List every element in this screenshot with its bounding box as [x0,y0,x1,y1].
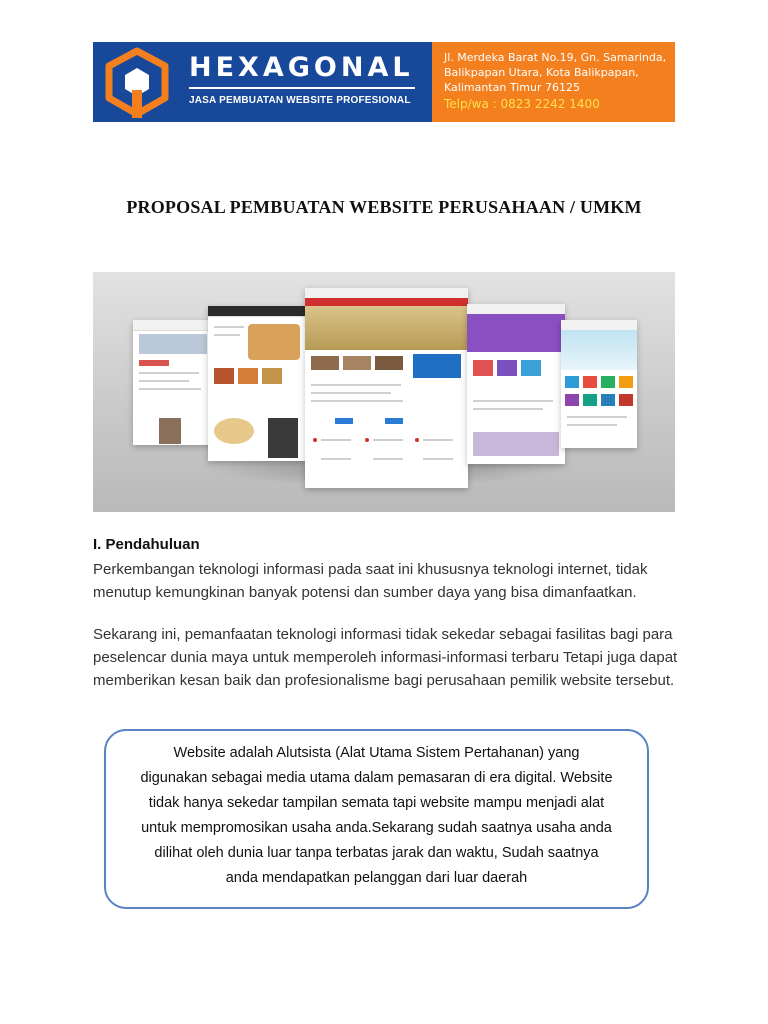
callout-line: digunakan sebagai media utama dalam pemasaran di era digital. Website [140,770,613,786]
callout-line: tidak hanya sekedar tampilan semata tapi website mampu menjadi alat [148,795,605,811]
brand-name: HEXAGONAL [189,52,414,83]
website-preview [208,306,306,461]
callout-line: Website adalah Alutsista (Alat Utama Sistem Pertahanan) yang [173,745,580,761]
website-preview [305,288,468,488]
callout-box [104,729,649,909]
callout-line: anda mendapatkan pelanggan dari luar daerah [225,870,528,886]
hexagon-logo-icon [101,46,173,120]
address-line: Jl. Merdeka Barat No.19, Gn. Samarinda, [444,51,667,64]
website-preview [467,304,565,464]
website-preview [133,320,213,445]
header-banner [93,42,675,122]
brand-panel [93,42,432,122]
callout-line: dilihat oleh dunia luar tanpa terbatas jarak dan waktu, Sudah saatnya [154,845,599,861]
document-title: PROPOSAL PEMBUATAN WEBSITE PERUSAHAAN / UMKM [126,197,642,217]
address-line: Kalimantan Timur 76125 [444,81,580,94]
section-heading: I. Pendahuluan [93,536,200,553]
contact-panel [432,42,675,122]
brand-divider [189,87,415,89]
website-screenshots-collage [93,272,675,512]
intro-paragraph: Perkembangan teknologi informasi pada saat ini khususnya teknologi internet, tidak menutup kemungkinan banyak potensi dan sumber daya yang bisa dimanfaatkan. [93,561,648,601]
callout-line: untuk mempromosikan usaha anda.Sekarang sudah saatnya usaha anda [141,820,612,836]
phone-number: Telp/wa : 0823 2242 1400 [444,97,600,111]
address-line: Balikpapan Utara, Kota Balikpapan, [444,66,639,79]
website-preview [561,320,637,448]
brand-tagline: JASA PEMBUATAN WEBSITE PROFESIONAL [189,95,411,106]
intro-paragraph: Sekarang ini, pemanfaatan teknologi informasi tidak sekedar sebagai fasilitas bagi para peselencar dunia maya untuk memperoleh informasi-informasi terbaru Tetapi juga dapat memberikan kesan baik dan profesionalisme bagi perusahaan pemilik website tersebut. [93,626,678,689]
